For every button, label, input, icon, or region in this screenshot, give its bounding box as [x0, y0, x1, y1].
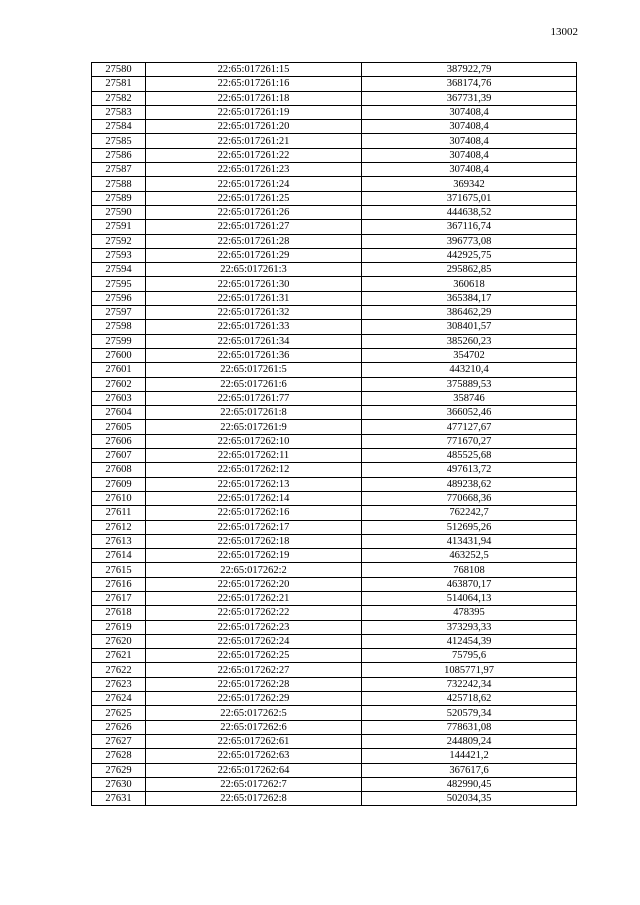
value-cell: 482990,45 [362, 777, 577, 791]
value-cell: 354702 [362, 348, 577, 362]
value-cell: 295862,85 [362, 263, 577, 277]
value-cell: 762242,7 [362, 506, 577, 520]
value-cell: 307408,4 [362, 148, 577, 162]
row-number-cell: 27584 [92, 120, 146, 134]
row-number-cell: 27615 [92, 563, 146, 577]
table-row [92, 677, 577, 691]
table-row [92, 191, 577, 205]
cadastral-number-cell: 22:65:017262:24 [146, 634, 362, 648]
row-number-cell: 27607 [92, 449, 146, 463]
cadastral-number-cell: 22:65:017262:64 [146, 763, 362, 777]
table-row [92, 248, 577, 262]
table-row [92, 506, 577, 520]
value-cell: 444638,52 [362, 205, 577, 219]
table-row [92, 363, 577, 377]
cadastral-number-cell: 22:65:017261:29 [146, 248, 362, 262]
row-number-cell: 27582 [92, 91, 146, 105]
value-cell: 307408,4 [362, 134, 577, 148]
cadastral-number-cell: 22:65:017261:36 [146, 348, 362, 362]
table-row [92, 749, 577, 763]
table-row [92, 620, 577, 634]
value-cell: 477127,67 [362, 420, 577, 434]
row-number-cell: 27622 [92, 663, 146, 677]
cadastral-number-cell: 22:65:017262:19 [146, 549, 362, 563]
cadastral-number-cell: 22:65:017262:21 [146, 591, 362, 605]
cadastral-number-cell: 22:65:017261:30 [146, 277, 362, 291]
row-number-cell: 27583 [92, 105, 146, 119]
cadastral-number-cell: 22:65:017262:14 [146, 491, 362, 505]
row-number-cell: 27592 [92, 234, 146, 248]
cadastral-number-cell: 22:65:017261:8 [146, 406, 362, 420]
cadastral-number-cell: 22:65:017261:5 [146, 363, 362, 377]
table-row [92, 91, 577, 105]
value-cell: 360618 [362, 277, 577, 291]
cadastral-number-cell: 22:65:017261:28 [146, 234, 362, 248]
value-cell: 307408,4 [362, 105, 577, 119]
cadastral-number-cell: 22:65:017262:6 [146, 720, 362, 734]
table-row [92, 449, 577, 463]
table-row [92, 63, 577, 77]
table-row [92, 734, 577, 748]
row-number-cell: 27630 [92, 777, 146, 791]
table-row [92, 777, 577, 791]
table-row [92, 391, 577, 405]
row-number-cell: 27603 [92, 391, 146, 405]
row-number-cell: 27593 [92, 248, 146, 262]
table-row [92, 692, 577, 706]
page-number: 13002 [550, 26, 578, 38]
cadastral-number-cell: 22:65:017261:32 [146, 306, 362, 320]
row-number-cell: 27621 [92, 649, 146, 663]
row-number-cell: 27602 [92, 377, 146, 391]
value-cell: 367731,39 [362, 91, 577, 105]
table-row [92, 348, 577, 362]
row-number-cell: 27606 [92, 434, 146, 448]
cadastral-number-cell: 22:65:017261:31 [146, 291, 362, 305]
table-body [92, 63, 577, 806]
cadastral-number-cell: 22:65:017261:16 [146, 77, 362, 91]
value-cell: 373293,33 [362, 620, 577, 634]
value-cell: 366052,46 [362, 406, 577, 420]
value-cell: 1085771,97 [362, 663, 577, 677]
cadastral-number-cell: 22:65:017261:18 [146, 91, 362, 105]
row-number-cell: 27586 [92, 148, 146, 162]
row-number-cell: 27595 [92, 277, 146, 291]
table-row [92, 234, 577, 248]
value-cell: 396773,08 [362, 234, 577, 248]
cadastral-number-cell: 22:65:017262:17 [146, 520, 362, 534]
value-cell: 375889,53 [362, 377, 577, 391]
table-row [92, 205, 577, 219]
row-number-cell: 27629 [92, 763, 146, 777]
value-cell: 244809,24 [362, 734, 577, 748]
table-row [92, 706, 577, 720]
value-cell: 371675,01 [362, 191, 577, 205]
table-row [92, 606, 577, 620]
value-cell: 771670,27 [362, 434, 577, 448]
cadastral-value-table [91, 62, 577, 806]
cadastral-number-cell: 22:65:017261:34 [146, 334, 362, 348]
value-cell: 768108 [362, 563, 577, 577]
row-number-cell: 27597 [92, 306, 146, 320]
row-number-cell: 27612 [92, 520, 146, 534]
row-number-cell: 27618 [92, 606, 146, 620]
table-row [92, 163, 577, 177]
cadastral-number-cell: 22:65:017262:22 [146, 606, 362, 620]
value-cell: 307408,4 [362, 163, 577, 177]
table-row [92, 134, 577, 148]
row-number-cell: 27591 [92, 220, 146, 234]
row-number-cell: 27626 [92, 720, 146, 734]
table-row [92, 306, 577, 320]
cadastral-number-cell: 22:65:017262:20 [146, 577, 362, 591]
value-cell: 502034,35 [362, 792, 577, 806]
row-number-cell: 27624 [92, 692, 146, 706]
value-cell: 732242,34 [362, 677, 577, 691]
row-number-cell: 27599 [92, 334, 146, 348]
value-cell: 387922,79 [362, 63, 577, 77]
cadastral-number-cell: 22:65:017261:19 [146, 105, 362, 119]
row-number-cell: 27620 [92, 634, 146, 648]
row-number-cell: 27625 [92, 706, 146, 720]
row-number-cell: 27610 [92, 491, 146, 505]
table-row [92, 120, 577, 134]
row-number-cell: 27631 [92, 792, 146, 806]
cadastral-number-cell: 22:65:017262:28 [146, 677, 362, 691]
cadastral-number-cell: 22:65:017261:26 [146, 205, 362, 219]
row-number-cell: 27608 [92, 463, 146, 477]
cadastral-number-cell: 22:65:017262:16 [146, 506, 362, 520]
value-cell: 770668,36 [362, 491, 577, 505]
table-row [92, 277, 577, 291]
table-row [92, 105, 577, 119]
row-number-cell: 27590 [92, 205, 146, 219]
cadastral-number-cell: 22:65:017262:11 [146, 449, 362, 463]
row-number-cell: 27614 [92, 549, 146, 563]
value-cell: 478395 [362, 606, 577, 620]
table-row [92, 177, 577, 191]
row-number-cell: 27616 [92, 577, 146, 591]
value-cell: 443210,4 [362, 363, 577, 377]
value-cell: 778631,08 [362, 720, 577, 734]
cadastral-number-cell: 22:65:017262:63 [146, 749, 362, 763]
cadastral-number-cell: 22:65:017261:6 [146, 377, 362, 391]
table-row [92, 763, 577, 777]
table-row [92, 477, 577, 491]
cadastral-number-cell: 22:65:017262:18 [146, 534, 362, 548]
value-cell: 385260,23 [362, 334, 577, 348]
value-cell: 489238,62 [362, 477, 577, 491]
cadastral-number-cell: 22:65:017261:15 [146, 63, 362, 77]
table-row [92, 520, 577, 534]
cadastral-number-cell: 22:65:017262:7 [146, 777, 362, 791]
cadastral-number-cell: 22:65:017261:21 [146, 134, 362, 148]
table-row [92, 377, 577, 391]
value-cell: 463252,5 [362, 549, 577, 563]
table-row [92, 291, 577, 305]
value-cell: 386462,29 [362, 306, 577, 320]
cadastral-number-cell: 22:65:017262:23 [146, 620, 362, 634]
value-cell: 144421,2 [362, 749, 577, 763]
value-cell: 307408,4 [362, 120, 577, 134]
table-row [92, 406, 577, 420]
value-cell: 368174,76 [362, 77, 577, 91]
table-row [92, 792, 577, 806]
value-cell: 442925,75 [362, 248, 577, 262]
table-row [92, 320, 577, 334]
value-cell: 463870,17 [362, 577, 577, 591]
row-number-cell: 27589 [92, 191, 146, 205]
value-cell: 75795,6 [362, 649, 577, 663]
row-number-cell: 27588 [92, 177, 146, 191]
table-row [92, 77, 577, 91]
value-cell: 497613,72 [362, 463, 577, 477]
table-row [92, 420, 577, 434]
value-cell: 358746 [362, 391, 577, 405]
cadastral-number-cell: 22:65:017262:61 [146, 734, 362, 748]
cadastral-number-cell: 22:65:017262:29 [146, 692, 362, 706]
value-cell: 485525,68 [362, 449, 577, 463]
table-row [92, 491, 577, 505]
cadastral-number-cell: 22:65:017262:5 [146, 706, 362, 720]
row-number-cell: 27594 [92, 263, 146, 277]
value-cell: 308401,57 [362, 320, 577, 334]
row-number-cell: 27619 [92, 620, 146, 634]
row-number-cell: 27601 [92, 363, 146, 377]
cadastral-number-cell: 22:65:017262:25 [146, 649, 362, 663]
table-row [92, 463, 577, 477]
cadastral-number-cell: 22:65:017262:12 [146, 463, 362, 477]
table-row [92, 577, 577, 591]
value-cell: 367116,74 [362, 220, 577, 234]
cadastral-number-cell: 22:65:017261:23 [146, 163, 362, 177]
cadastral-number-cell: 22:65:017261:20 [146, 120, 362, 134]
row-number-cell: 27627 [92, 734, 146, 748]
value-cell: 412454,39 [362, 634, 577, 648]
table-row [92, 663, 577, 677]
cadastral-number-cell: 22:65:017262:10 [146, 434, 362, 448]
cadastral-number-cell: 22:65:017261:77 [146, 391, 362, 405]
row-number-cell: 27611 [92, 506, 146, 520]
table-row [92, 263, 577, 277]
row-number-cell: 27613 [92, 534, 146, 548]
value-cell: 413431,94 [362, 534, 577, 548]
value-cell: 365384,17 [362, 291, 577, 305]
row-number-cell: 27600 [92, 348, 146, 362]
table-row [92, 534, 577, 548]
row-number-cell: 27596 [92, 291, 146, 305]
cadastral-number-cell: 22:65:017261:9 [146, 420, 362, 434]
row-number-cell: 27580 [92, 63, 146, 77]
value-cell: 520579,34 [362, 706, 577, 720]
table-row [92, 434, 577, 448]
cadastral-number-cell: 22:65:017261:25 [146, 191, 362, 205]
row-number-cell: 27609 [92, 477, 146, 491]
table-row [92, 634, 577, 648]
row-number-cell: 27623 [92, 677, 146, 691]
cadastral-number-cell: 22:65:017261:27 [146, 220, 362, 234]
table-row [92, 720, 577, 734]
cadastral-number-cell: 22:65:017261:33 [146, 320, 362, 334]
row-number-cell: 27587 [92, 163, 146, 177]
cadastral-number-cell: 22:65:017262:13 [146, 477, 362, 491]
value-cell: 425718,62 [362, 692, 577, 706]
row-number-cell: 27628 [92, 749, 146, 763]
table-row [92, 549, 577, 563]
cadastral-number-cell: 22:65:017262:2 [146, 563, 362, 577]
table-row [92, 148, 577, 162]
row-number-cell: 27605 [92, 420, 146, 434]
table-row [92, 649, 577, 663]
cadastral-number-cell: 22:65:017261:3 [146, 263, 362, 277]
row-number-cell: 27585 [92, 134, 146, 148]
value-cell: 369342 [362, 177, 577, 191]
cadastral-number-cell: 22:65:017261:22 [146, 148, 362, 162]
table-row [92, 591, 577, 605]
table-row [92, 220, 577, 234]
row-number-cell: 27617 [92, 591, 146, 605]
value-cell: 514064,13 [362, 591, 577, 605]
cadastral-number-cell: 22:65:017262:8 [146, 792, 362, 806]
value-cell: 512695,26 [362, 520, 577, 534]
cadastral-number-cell: 22:65:017261:24 [146, 177, 362, 191]
table-row [92, 563, 577, 577]
row-number-cell: 27598 [92, 320, 146, 334]
value-cell: 367617,6 [362, 763, 577, 777]
row-number-cell: 27604 [92, 406, 146, 420]
row-number-cell: 27581 [92, 77, 146, 91]
cadastral-number-cell: 22:65:017262:27 [146, 663, 362, 677]
table-row [92, 334, 577, 348]
